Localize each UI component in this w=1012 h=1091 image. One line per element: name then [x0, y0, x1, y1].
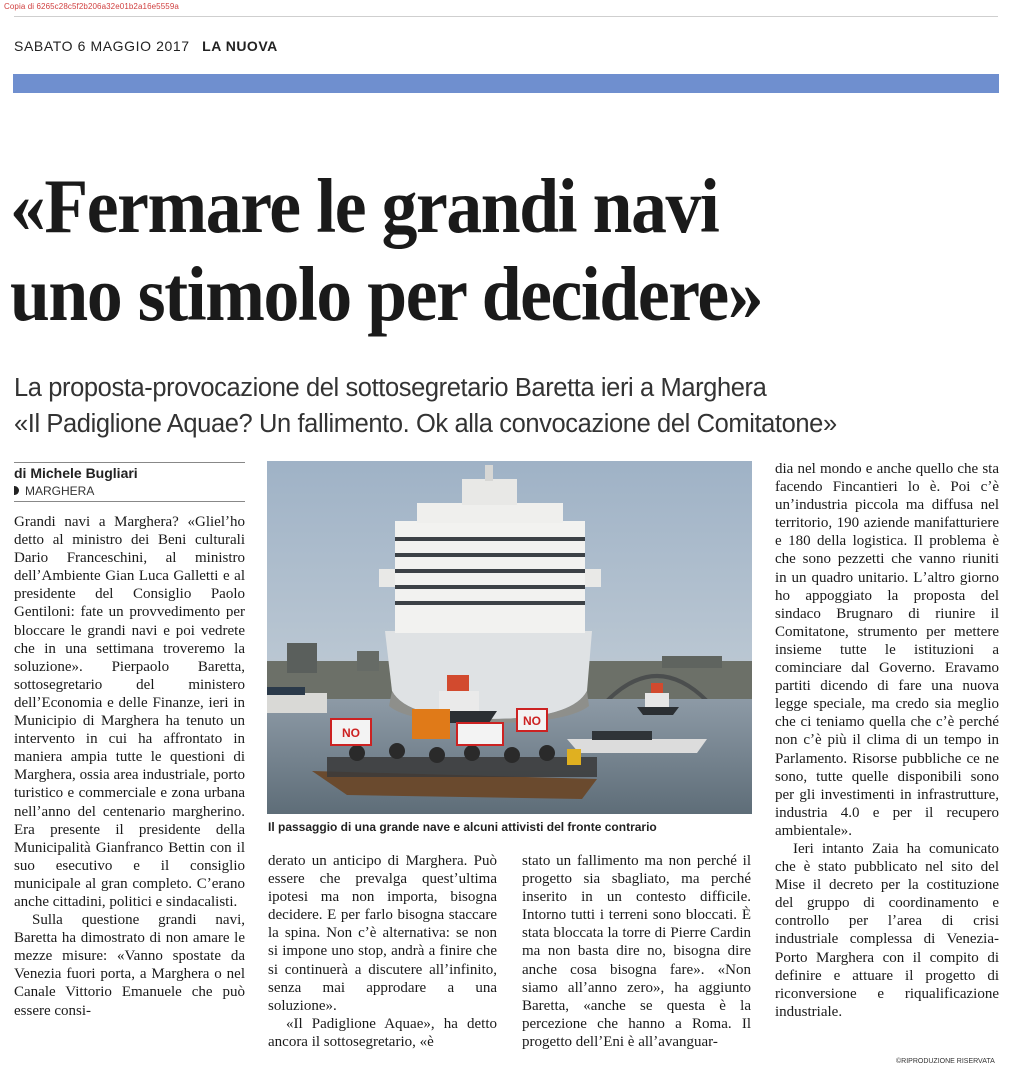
headline-line-2: uno stimolo per decidere»: [10, 251, 763, 337]
photo-caption: Il passaggio di una grande nave e alcuni attivisti del fronte contrario: [268, 820, 657, 834]
article-column-1: [14, 513, 245, 1020]
paragraph: Ieri intanto Zaia ha comunicato che è stato pubblicato nel sito del Mise il decreto per la costituzione del gruppo di coordinamento e controllo per lʼarea di crisi industriale complessa di Venezia-Porto Marghera con il compito di definire e attuare il progetto di riconversione e riqualificazione industriale.: [775, 840, 999, 1020]
page-header: [14, 38, 278, 54]
protest-flag-text: NO: [523, 714, 541, 728]
reproduction-notice: ©RIPRODUZIONE RISERVATA: [896, 1058, 995, 1065]
paragraph: Grandi navi a Marghera? «Glielʼho detto al ministro dei Beni culturali Dario Franceschini, al ministro dellʼAmbiente Gian Luca Galletti e al presidente del Consiglio Paolo Gentiloni: fate un provvedimento per bloccare le grandi navi e poi vedrete che in una settimana troveremo la soluzione». Pierpaolo Baretta, sottosegretario del ministero dellʼEconomia e delle Finanze, ieri in Municipio di Marghera ha tenuto un intervento in cui ha affrontato in maniera ampia tutte le questioni di Marghera, ossia area industriale, porto turistico e commerciale e zona urbana nellʼanno del centenario margherino. Era presente il presidente della Municipalità Gianfranco Bettin con il suo esecutivo e il consiglio municipale al gran completo. Cʼerano anche cittadini, politici e sindacalisti.: [14, 514, 245, 910]
article-column-4: [775, 460, 999, 1021]
paragraph: dia nel mondo e anche quello che sta facendo Fincantieri lo è. Poi cʼè unʼindustria piccola ma diffusa nel territorio, 190 aziende manifatturiere e 180 della logistica. Il problema è che sono pezzetti che vanno riuniti in un quadro unitario. Lʼaltro giorno ho appoggiato la proposta del sindaco Brugnaro di riunire il Comitatone, strumento per mettere insieme tutte le istituzioni a cominciare dal Governo. Eravamo partiti dicendo di fare una nuova legge speciale, ma credo sia meglio che ci teniamo quella che cʼè perché non cʼè più il clima di un tempo in Parlamento. Risorse pubbliche ce ne sono, tutte quelle disponibili sono per gli investimenti in infrastrutture, industria 4.0 e per il recupero ambientale».: [775, 461, 999, 839]
article-column-2: [268, 852, 497, 1051]
article-headline: [10, 162, 935, 338]
paragraph: Sulla questione grandi navi, Baretta ha dimostrato di non amare le mezze misure: «Vanno spostate da Venezia fuori porta, a Marghera o nel Canale Vittorio Emanuele che può essere consi-: [14, 912, 245, 1019]
article-photo: [267, 461, 752, 814]
copy-notice: Copia di 6265c28c5f2b206a32e01b2a16e5559a: [4, 2, 179, 11]
issue-date: SABATO 6 MAGGIO 2017: [14, 38, 190, 54]
cruise-ship-photo: [267, 461, 752, 814]
article-column-3: [522, 852, 751, 1051]
newspaper-name: LA NUOVA: [202, 38, 278, 54]
section-band: [13, 74, 999, 93]
protest-flag-text: NO: [342, 726, 360, 740]
dateline-place: [14, 484, 245, 502]
paragraph: «Il Padiglione Aquae», ha detto ancora il sottosegretario, «è: [268, 1015, 497, 1050]
top-rule: [14, 16, 998, 17]
place-label: MARGHERA: [25, 484, 95, 498]
paragraph: derato un anticipo di Marghera. Può essere che prevalga questʼultima ipotesi ma non importa, bisogna decidere. E per farlo bisogna staccare la spina. Non cʼè alternativa: se non si impone uno stop, andrà a finire che si continuerà a discutere allʼinfinito, senza mai approdare a una soluzione».: [268, 853, 497, 1014]
subheadline-line-1: La proposta-provocazione del sottosegretario Baretta ieri a Marghera: [14, 374, 767, 402]
subheadline-line-2: «Il Padiglione Aquae? Un fallimento. Ok alla convocazione del Comitatone»: [14, 410, 837, 438]
article-subheadline: [14, 370, 1004, 442]
place-marker-icon: [14, 486, 19, 495]
headline-line-1: «Fermare le grandi navi: [10, 163, 719, 249]
paragraph: stato un fallimento ma non perché il progetto sia sbagliato, ma perché inserito in un contesto difficile. Intorno tutti i terreni sono bloccati. È stata bloccata la torre di Pierre Cardin ma non basta dire no, bisogna dire anche cosa bisogna fare». «Non siamo allʼanno zero», ha aggiunto Baretta, «anche se questa è la percezione che hanno a Roma. Il progetto dellʼEni è allʼavanguar-: [522, 853, 751, 1050]
byline: di Michele Bugliari: [14, 462, 245, 481]
